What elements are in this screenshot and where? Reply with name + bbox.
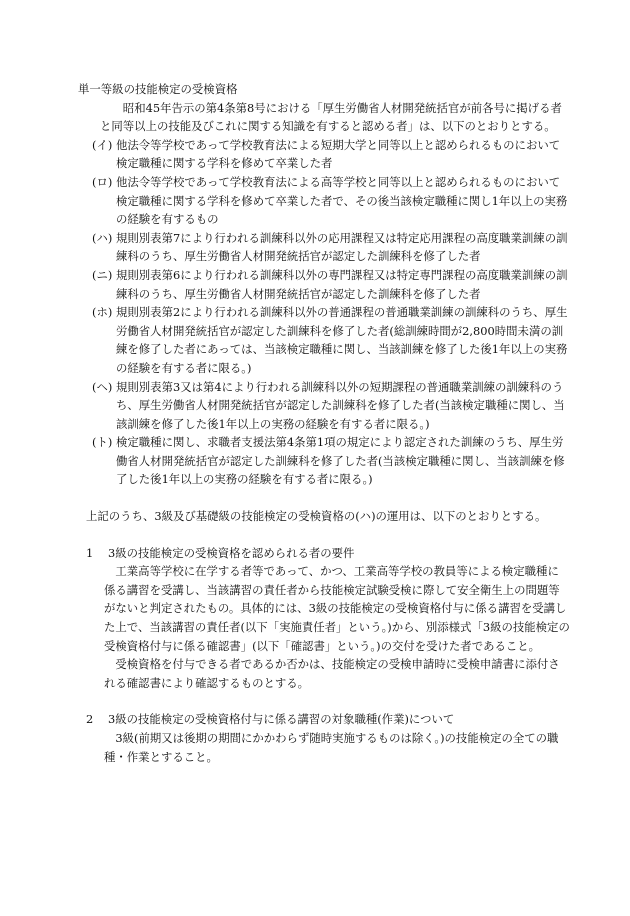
list-item [72, 136, 572, 173]
section-paragraph: 受検資格を付与できる者であるか否かは、技能検定の受検申請時に受検申請書に添付される確認書により確認するものとする。 [104, 657, 560, 690]
section-title: 3級の技能検定の受検資格を認められる者の要件 [108, 545, 355, 560]
item-text: 他法令等学校であって学校教育法による短期大学と同等以上と認められるものにおいて検定職種に関する学科を修めて卒業した者 [116, 137, 561, 171]
summary-paragraph: 上記のうち、3級及び基礎級の技能検定の受検資格の(ハ)の運用は、以下のとおりとする。 [86, 509, 547, 524]
item-marker: (ロ) [92, 174, 113, 189]
item-marker: (ヘ) [92, 379, 113, 394]
item-marker: (ホ) [92, 305, 113, 320]
item-text: 規則別表第6により行われる訓練科以外の専門課程又は特定専門課程の高度職業訓練の訓練科のうち、厚生労働省人材開発統括官が認定した訓練科を修了した者 [116, 267, 568, 301]
list-item [72, 266, 572, 303]
item-marker: (ニ) [92, 267, 113, 282]
item-marker: (ハ) [92, 230, 113, 245]
item-marker: (ト) [92, 435, 113, 450]
item-text: 規則別表第3又は第4により行われる訓練科以外の短期課程の普通職業訓練の訓練科のうち、厚生労働省人材開発統括官が認定した訓練科を修了した者(当該検定職種に関し、当該訓練を修了した後1年以上の実務の経験を有する者に限る。) [116, 379, 565, 431]
section-2 [72, 710, 572, 766]
document-heading: 単一等級の技能検定の受検資格 [78, 82, 238, 96]
section-number: 1 [86, 545, 94, 560]
intro-paragraph: 昭和45年告示の第4条第8号における「厚生労働省人材開発統括官が前各号に掲げる者と同等以上の技能及びこれに関する知識を有すると認める者」は、以下のとおりとする。 [100, 100, 562, 134]
qualification-list [72, 136, 572, 489]
item-text: 検定職種に関し、求職者支援法第4条第1項の規定により認定された訓練のうち、厚生労働省人材開発統括官が認定した訓練科を修了した者(当該検定職種に関し、当該訓練を修了した後1年以上の実務の経験を有する者に限る。) [116, 435, 565, 487]
section-paragraph: 3級(前期又は後期の期間にかかわらず随時実施するものは除く。)の技能検定の全ての職種・作業とすること。 [104, 731, 559, 764]
section-number: 2 [86, 712, 94, 727]
item-marker: (イ) [92, 137, 113, 152]
section-1 [72, 544, 572, 693]
spacer [72, 692, 572, 710]
item-text: 他法令等学校であって学校教育法による高等学校と同等以上と認められるものにおいて検定職種に関する学科を修めて卒業した者で、その後当該検定職種に関し1年以上の実務の経験を有するもの [116, 174, 568, 227]
list-item [72, 378, 572, 434]
document-body [72, 80, 572, 766]
item-text: 規則別表第2により行われる訓練科以外の普通課程の普通職業訓練の訓練科のうち、厚生労働省人材開発統括官が認定した訓練科を修了した者(総訓練時間が2,800時間未満の訓練を修了した者にあっては、当該検定職種に関し、当該訓練を修了した後1年以上の実務の経験を有する者に限る。) [116, 305, 568, 375]
spacer [72, 526, 572, 544]
list-item [72, 229, 572, 266]
section-title: 3級の技能検定の受検資格付与に係る講習の対象職種(作業)について [108, 712, 455, 727]
item-text: 規則別表第7により行われる訓練科以外の応用課程又は特定応用課程の高度職業訓練の訓練科のうち、厚生労働省人材開発統括官が認定した訓練科を修了した者 [116, 230, 568, 264]
list-item [72, 173, 572, 229]
spacer [72, 489, 572, 507]
list-item [72, 303, 572, 377]
section-heading [72, 710, 572, 729]
section-paragraph: 工業高等学校に在学する者等であって、かつ、工業高等学校の教員等による検定職種に係る講習を受講し、当該講習の責任者から技能検定試験受検に際して安全衛生上の問題等がないと判定されたもの。具体的には、3級の技能検定の受検資格付与に係る講習を受講した上で、当該講習の責任者(以下「実施責任者」という。)から、別添様式「3級の技能検定の受検資格付与に係る確認書」(以下「確認書」という。)の交付を受けた者であること。 [104, 564, 570, 653]
section-heading [72, 544, 572, 563]
list-item [72, 433, 572, 489]
